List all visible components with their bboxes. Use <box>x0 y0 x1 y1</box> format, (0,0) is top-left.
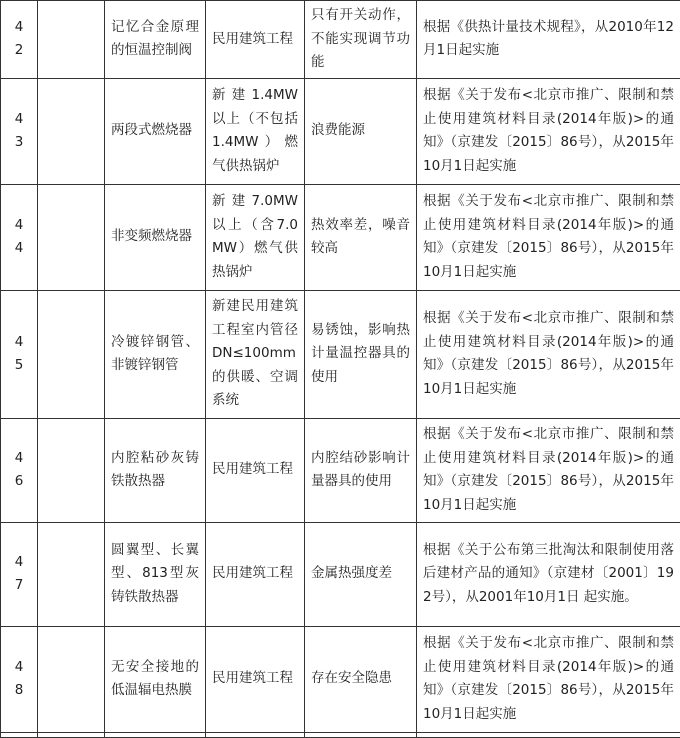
row-number <box>1 1 38 79</box>
product-name-cell: 冷镀锌钢管、非镀锌钢管 <box>105 290 206 418</box>
empty-cell <box>38 290 105 418</box>
scope-cell: 民用建筑工程 <box>206 418 305 522</box>
row-number-digit: 4 <box>3 108 35 132</box>
row-number <box>1 418 38 522</box>
empty-cell <box>105 732 206 737</box>
product-name-cell: 记忆合金原理的恒温控制阀 <box>105 1 206 79</box>
scope-cell: 新建7.0MW以上（含7.0MW）燃气供热锅炉 <box>206 184 305 290</box>
row-number-digit: 6 <box>3 470 35 494</box>
empty-cell <box>38 626 105 732</box>
scope-cell: 民用建筑工程 <box>206 1 305 79</box>
row-number-digit: 5 <box>3 354 35 378</box>
row-number <box>1 290 38 418</box>
empty-cell <box>1 732 38 737</box>
reason-cell: 存在安全隐患 <box>305 626 417 732</box>
row-number-digit: 4 <box>3 447 35 471</box>
row-number <box>1 522 38 626</box>
reason-cell: 金属热强度差 <box>305 522 417 626</box>
reason-cell: 内腔结砂影响计量器具的使用 <box>305 418 417 522</box>
reason-cell: 浪费能源 <box>305 78 417 184</box>
empty-cell <box>38 732 105 737</box>
basis-cell: 根据《关于公布第三批淘汰和限制使用落后建材产品的通知》（京建材〔2001〕192号），从2001年10月1日 起实施。 <box>417 522 680 626</box>
product-name-cell: 圆翼型、长翼型、813型灰铸铁散热器 <box>105 522 206 626</box>
row-number-digit: 8 <box>3 679 35 703</box>
scope-cell: 新建1.4MW以上（不包括1.4MW）燃气供热锅炉 <box>206 78 305 184</box>
row-number <box>1 184 38 290</box>
row-number-digit: 3 <box>3 131 35 155</box>
row-number-digit: 4 <box>3 551 35 575</box>
table-row <box>1 184 680 290</box>
product-name-cell: 两段式燃烧器 <box>105 78 206 184</box>
reason-cell: 热效率差，噪音较高 <box>305 184 417 290</box>
empty-cell <box>38 418 105 522</box>
reason-cell: 只有开关动作，不能实现调节功能 <box>305 1 417 79</box>
row-number-digit: 4 <box>3 214 35 238</box>
reason-cell: 易锈蚀，影响热计量温控器具的使用 <box>305 290 417 418</box>
row-number-digit: 2 <box>3 39 35 63</box>
product-name-cell: 无安全接地的低温辐电热膜 <box>105 626 206 732</box>
basis-cell: 根据《关于发布<北京市推广、限制和禁止使用建筑材料目录(2014年版)>的通知》（京建发〔2015〕86号），从2015年10月1日起实施 <box>417 290 680 418</box>
scope-cell: 新建民用建筑工程室内管径DN≤100mm的供暖、空调系统 <box>206 290 305 418</box>
empty-cell <box>417 732 680 737</box>
table-row <box>1 78 680 184</box>
basis-cell: 根据《关于发布<北京市推广、限制和禁止使用建筑材料目录(2014年版)>的通知》（京建发〔2015〕86号），从2015年10月1日起实施 <box>417 626 680 732</box>
product-name-cell: 内腔粘砂灰铸铁散热器 <box>105 418 206 522</box>
table-row <box>1 626 680 732</box>
scope-cell: 民用建筑工程 <box>206 626 305 732</box>
table-row <box>1 290 680 418</box>
scope-cell: 民用建筑工程 <box>206 522 305 626</box>
empty-cell <box>38 184 105 290</box>
row-number-digit: 7 <box>3 574 35 598</box>
row-number <box>1 626 38 732</box>
row-number <box>1 78 38 184</box>
empty-cell <box>38 522 105 626</box>
basis-cell: 根据《关于发布<北京市推广、限制和禁止使用建筑材料目录(2014年版)>的通知》（京建发〔2015〕86号），从2015年10月1日起实施 <box>417 184 680 290</box>
empty-cell <box>305 732 417 737</box>
basis-cell: 根据《关于发布<北京市推广、限制和禁止使用建筑材料目录(2014年版)>的通知》（京建发〔2015〕86号），从2015年10月1日起实施 <box>417 418 680 522</box>
product-name-cell: 非变频燃烧器 <box>105 184 206 290</box>
empty-cell <box>38 1 105 79</box>
table-row-cut <box>1 732 680 737</box>
row-number-digit: 4 <box>3 16 35 40</box>
table-row <box>1 1 680 79</box>
row-number-digit: 4 <box>3 237 35 261</box>
basis-cell: 根据《关于发布<北京市推广、限制和禁止使用建筑材料目录(2014年版)>的通知》（京建发〔2015〕86号），从2015年10月1日起实施 <box>417 78 680 184</box>
basis-cell: 根据《供热计量技术规程》，从2010年12月1日起实施 <box>417 1 680 79</box>
row-number-digit: 4 <box>3 656 35 680</box>
row-number-digit: 4 <box>3 331 35 355</box>
empty-cell <box>38 78 105 184</box>
table-row <box>1 522 680 626</box>
empty-cell <box>206 732 305 737</box>
table-row <box>1 418 680 522</box>
